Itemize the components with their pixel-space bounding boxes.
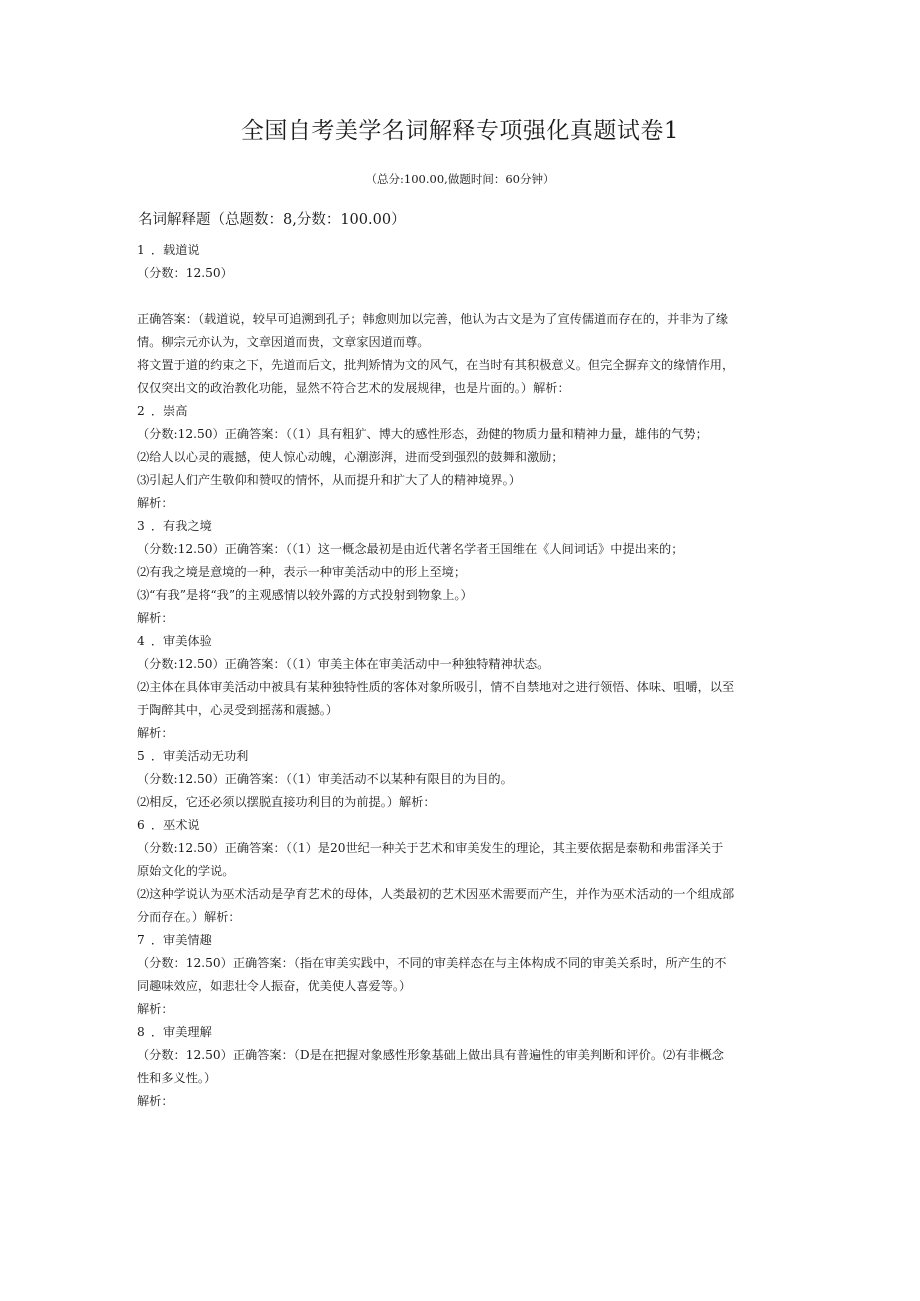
- question-term: ．审美活动无功利: [150, 749, 249, 763]
- answer-line: 情。柳宗元亦认为，文章因道而贵，文章家因道而尊。: [137, 335, 430, 349]
- question-title: [137, 239, 787, 262]
- answer-line: 原始文化的学说。: [137, 864, 235, 878]
- answer-line: 解析：: [137, 1094, 174, 1108]
- question-item: [137, 929, 787, 1021]
- question-number: 4: [137, 634, 145, 648]
- answer-line: 解析：: [137, 496, 174, 510]
- question-number: 3: [137, 519, 145, 533]
- question-item: [137, 515, 787, 630]
- answer-line: （分数:12.50）正确答案：（（1）这一概念最初是由近代著名学者王国维在《人间词话》中提出来的；: [137, 542, 684, 556]
- answer-line: （分数：12.50）: [137, 266, 233, 280]
- question-title: [137, 929, 787, 952]
- question-term: ．审美理解: [150, 1025, 212, 1039]
- answer-line: 正确答案：（载道说，较早可追溯到孔子；韩愈则加以完善，他认为古文是为了宣传儒道而存在的，并非为了缘: [137, 312, 729, 326]
- answer-line: （分数:12.50）正确答案：（（1）审美活动不以某种有限目的为目的。: [137, 772, 513, 786]
- answer-line: 性和多义性。）: [137, 1071, 217, 1085]
- question-term: ．崇高: [150, 404, 188, 418]
- question-item: [137, 745, 787, 814]
- answer-line: （分数：12.50）正确答案：（D是在把握对象感性形象基础上做出具有普遍性的审美判断和评价。⑵有非概念: [137, 1048, 724, 1062]
- question-term: ．巫术说: [150, 818, 200, 832]
- answer-line: ⑶引起人们产生敬仰和赞叹的情怀，从而提升和扩大了人的精神境界。）: [137, 473, 521, 487]
- answer-line: 仅仅突出文的政治教化功能，显然不符合艺术的发展规律，也是片面的。）解析：: [137, 381, 570, 395]
- answer-line: ⑵这种学说认为巫术活动是孕育艺术的母体，人类最初的艺术因巫术需要而产生，并作为巫术活动的一个组成部: [137, 887, 735, 901]
- question-title: [137, 515, 787, 538]
- answer-line: 分而存在。）解析：: [137, 910, 241, 924]
- question-title: [137, 630, 787, 653]
- exam-info: （总分:100.00,做题时间：60分钟）: [365, 172, 555, 186]
- question-item: [137, 814, 787, 929]
- question-list: [137, 239, 787, 1113]
- answer-line: ⑵主体在具体审美活动中被具有某种独特性质的客体对象所吸引，情不自禁地对之进行领悟、体味、咀嚼，以至: [137, 680, 735, 694]
- question-title: [137, 745, 787, 768]
- answer-line: 于陶醉其中，心灵受到摇荡和震撼。）: [137, 703, 339, 717]
- answer-line: ⑵给人以心灵的震撼，使人惊心动魄，心潮澎湃，进而受到强烈的鼓舞和激励；: [137, 450, 564, 464]
- blank-line: [137, 285, 787, 308]
- answer-line: （分数:12.50）正确答案：（（1）具有粗犷、博大的感性形态，劲健的物质力量和精神力量，雄伟的气势；: [137, 427, 708, 441]
- question-title: [137, 814, 787, 837]
- answer-line: （分数：12.50）正确答案：（指在审美实践中，不同的审美样态在与主体构成不同的审美关系时，所产生的不: [137, 956, 727, 970]
- question-item: [137, 630, 787, 745]
- answer-line: 将文置于道的约束之下，先道而后文，批判矫情为文的风气，在当时有其积极意义。但完全摒弃文的缘情作用，: [137, 358, 735, 372]
- question-title: [137, 400, 787, 423]
- answer-line: ⑵有我之境是意境的一种，表示一种审美活动中的形上至境；: [137, 565, 467, 579]
- answer-line: （分数:12.50）正确答案：（（1）审美主体在审美活动中一种独特精神状态。: [137, 657, 550, 671]
- question-number: 2: [137, 404, 145, 418]
- question-title: [137, 1021, 787, 1044]
- question-item: [137, 1021, 787, 1113]
- question-number: 7: [137, 933, 145, 947]
- question-term: ．载道说: [150, 243, 200, 257]
- question-term: ．有我之境: [150, 519, 212, 533]
- answer-line: 解析：: [137, 611, 174, 625]
- section-heading: 名词解释题（总题数：8,分数：100.00）: [138, 212, 406, 228]
- question-term: ．审美情趣: [150, 933, 212, 947]
- answer-line: 解析：: [137, 726, 174, 740]
- answer-line: 解析：: [137, 1002, 174, 1016]
- question-number: 1: [137, 243, 145, 257]
- question-term: ．审美体验: [150, 634, 212, 648]
- question-number: 6: [137, 818, 145, 832]
- question-number: 8: [137, 1025, 145, 1039]
- question-item: [137, 239, 787, 400]
- answer-line: 同趣味效应，如悲壮令人振奋，优美使人喜爱等。）: [137, 979, 412, 993]
- answer-line: （分数:12.50）正确答案：（（1）是20世纪一种关于艺术和审美发生的理论，其主要依据是泰勒和弗雷泽关于: [137, 841, 724, 855]
- question-number: 5: [137, 749, 145, 763]
- question-item: [137, 400, 787, 515]
- page-title: 全国自考美学名词解释专项强化真题试卷1: [240, 118, 680, 144]
- answer-line: ⑵相反，它还必须以摆脱直接功利目的为前提。）解析：: [137, 795, 436, 809]
- answer-line: ⑶“有我”是将“我”的主观感情以较外露的方式投射到物象上。）: [137, 588, 473, 602]
